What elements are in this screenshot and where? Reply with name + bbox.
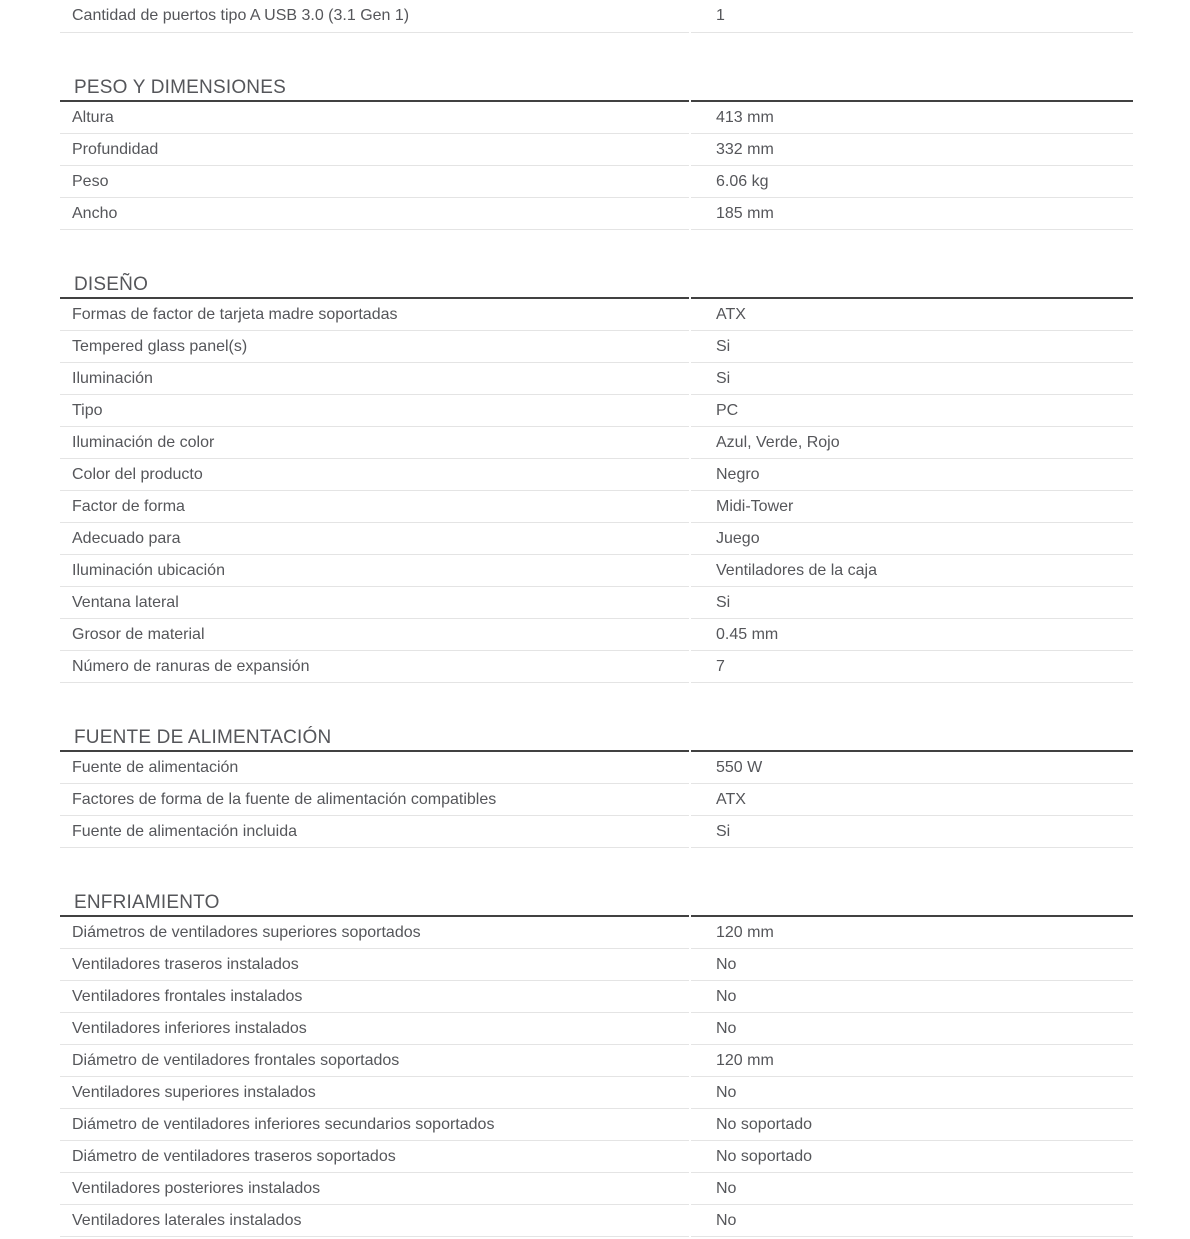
spec-row bbox=[60, 619, 1133, 651]
spec-label: Ventiladores superiores instalados bbox=[60, 1077, 689, 1109]
spec-value: No bbox=[691, 1077, 1133, 1109]
spec-value: ATX bbox=[691, 299, 1133, 331]
spec-row bbox=[60, 427, 1133, 459]
spec-label: Iluminación de color bbox=[60, 427, 689, 459]
spec-value: 413 mm bbox=[691, 102, 1133, 134]
spec-row bbox=[60, 651, 1133, 683]
spec-table bbox=[60, 0, 1133, 1237]
spec-row bbox=[60, 363, 1133, 395]
spec-row bbox=[60, 491, 1133, 523]
section-title: ENFRIAMIENTO bbox=[74, 892, 220, 913]
spec-label: Iluminación bbox=[60, 363, 689, 395]
section-title: DISEÑO bbox=[74, 274, 149, 295]
spec-section bbox=[60, 725, 1133, 848]
spec-value: Juego bbox=[691, 523, 1133, 555]
spec-row bbox=[60, 102, 1133, 134]
spec-row bbox=[60, 981, 1133, 1013]
spec-label: Tempered glass panel(s) bbox=[60, 331, 689, 363]
spec-value: Si bbox=[691, 816, 1133, 848]
spec-label: Grosor de material bbox=[60, 619, 689, 651]
section-title: FUENTE DE ALIMENTACIÓN bbox=[74, 727, 332, 748]
spec-row bbox=[60, 752, 1133, 784]
spec-value: Midi-Tower bbox=[691, 491, 1133, 523]
spec-label: Formas de factor de tarjeta madre soportadas bbox=[60, 299, 689, 331]
spec-row bbox=[60, 0, 1133, 33]
spec-value: Si bbox=[691, 363, 1133, 395]
spec-label: Ancho bbox=[60, 198, 689, 230]
spec-label: Ventiladores laterales instalados bbox=[60, 1205, 689, 1237]
spec-row bbox=[60, 299, 1133, 331]
spec-label: Peso bbox=[60, 166, 689, 198]
spec-row bbox=[60, 1205, 1133, 1237]
spec-value: No bbox=[691, 981, 1133, 1013]
spec-value: No bbox=[691, 1013, 1133, 1045]
spec-label: Adecuado para bbox=[60, 523, 689, 555]
spec-row bbox=[60, 1013, 1133, 1045]
spec-label: Diámetro de ventiladores frontales soportados bbox=[60, 1045, 689, 1077]
spec-row bbox=[60, 1141, 1133, 1173]
spec-value: Si bbox=[691, 587, 1133, 619]
spec-label: Ventana lateral bbox=[60, 587, 689, 619]
spec-label: Factor de forma bbox=[60, 491, 689, 523]
spec-value: No bbox=[691, 949, 1133, 981]
spec-value: No bbox=[691, 1173, 1133, 1205]
spec-label: Profundidad bbox=[60, 134, 689, 166]
spec-value: No bbox=[691, 1205, 1133, 1237]
spec-label: Factores de forma de la fuente de alimentación compatibles bbox=[60, 784, 689, 816]
spec-label: Cantidad de puertos tipo A USB 3.0 (3.1 Gen 1) bbox=[60, 0, 689, 33]
spec-row bbox=[60, 395, 1133, 427]
spec-label: Ventiladores frontales instalados bbox=[60, 981, 689, 1013]
spec-row bbox=[60, 1173, 1133, 1205]
spec-section bbox=[60, 272, 1133, 683]
spec-value: No soportado bbox=[691, 1141, 1133, 1173]
spec-row bbox=[60, 1109, 1133, 1141]
spec-row bbox=[60, 784, 1133, 816]
spec-value: 550 W bbox=[691, 752, 1133, 784]
spec-label: Diámetro de ventiladores traseros soportados bbox=[60, 1141, 689, 1173]
spec-label: Ventiladores traseros instalados bbox=[60, 949, 689, 981]
spec-row bbox=[60, 587, 1133, 619]
spec-label: Color del producto bbox=[60, 459, 689, 491]
spec-value: Azul, Verde, Rojo bbox=[691, 427, 1133, 459]
spec-value: 7 bbox=[691, 651, 1133, 683]
spec-value: ATX bbox=[691, 784, 1133, 816]
spec-label: Número de ranuras de expansión bbox=[60, 651, 689, 683]
spec-row bbox=[60, 917, 1133, 949]
spec-value: 1 bbox=[691, 0, 1133, 33]
spec-value: 0.45 mm bbox=[691, 619, 1133, 651]
spec-label: Diámetro de ventiladores inferiores secundarios soportados bbox=[60, 1109, 689, 1141]
spec-row bbox=[60, 134, 1133, 166]
spec-label: Diámetros de ventiladores superiores soportados bbox=[60, 917, 689, 949]
spec-row bbox=[60, 1077, 1133, 1109]
spec-value: Ventiladores de la caja bbox=[691, 555, 1133, 587]
spec-label: Iluminación ubicación bbox=[60, 555, 689, 587]
spec-label: Ventiladores inferiores instalados bbox=[60, 1013, 689, 1045]
spec-label: Fuente de alimentación bbox=[60, 752, 689, 784]
section-title: PESO Y DIMENSIONES bbox=[74, 77, 286, 98]
spec-value: 120 mm bbox=[691, 917, 1133, 949]
spec-row bbox=[60, 1045, 1133, 1077]
spec-value: 6.06 kg bbox=[691, 166, 1133, 198]
spec-value: No soportado bbox=[691, 1109, 1133, 1141]
spec-row bbox=[60, 523, 1133, 555]
spec-label: Altura bbox=[60, 102, 689, 134]
spec-label: Fuente de alimentación incluida bbox=[60, 816, 689, 848]
spec-row bbox=[60, 331, 1133, 363]
spec-label: Tipo bbox=[60, 395, 689, 427]
spec-value: Si bbox=[691, 331, 1133, 363]
spec-row bbox=[60, 198, 1133, 230]
spec-value: 332 mm bbox=[691, 134, 1133, 166]
spec-row bbox=[60, 459, 1133, 491]
spec-row bbox=[60, 949, 1133, 981]
spec-value: Negro bbox=[691, 459, 1133, 491]
spec-section bbox=[60, 75, 1133, 230]
spec-row bbox=[60, 555, 1133, 587]
spec-section bbox=[60, 890, 1133, 1237]
spec-row bbox=[60, 816, 1133, 848]
spec-label: Ventiladores posteriores instalados bbox=[60, 1173, 689, 1205]
spec-value: 120 mm bbox=[691, 1045, 1133, 1077]
spec-row bbox=[60, 166, 1133, 198]
spec-value: 185 mm bbox=[691, 198, 1133, 230]
spec-value: PC bbox=[691, 395, 1133, 427]
